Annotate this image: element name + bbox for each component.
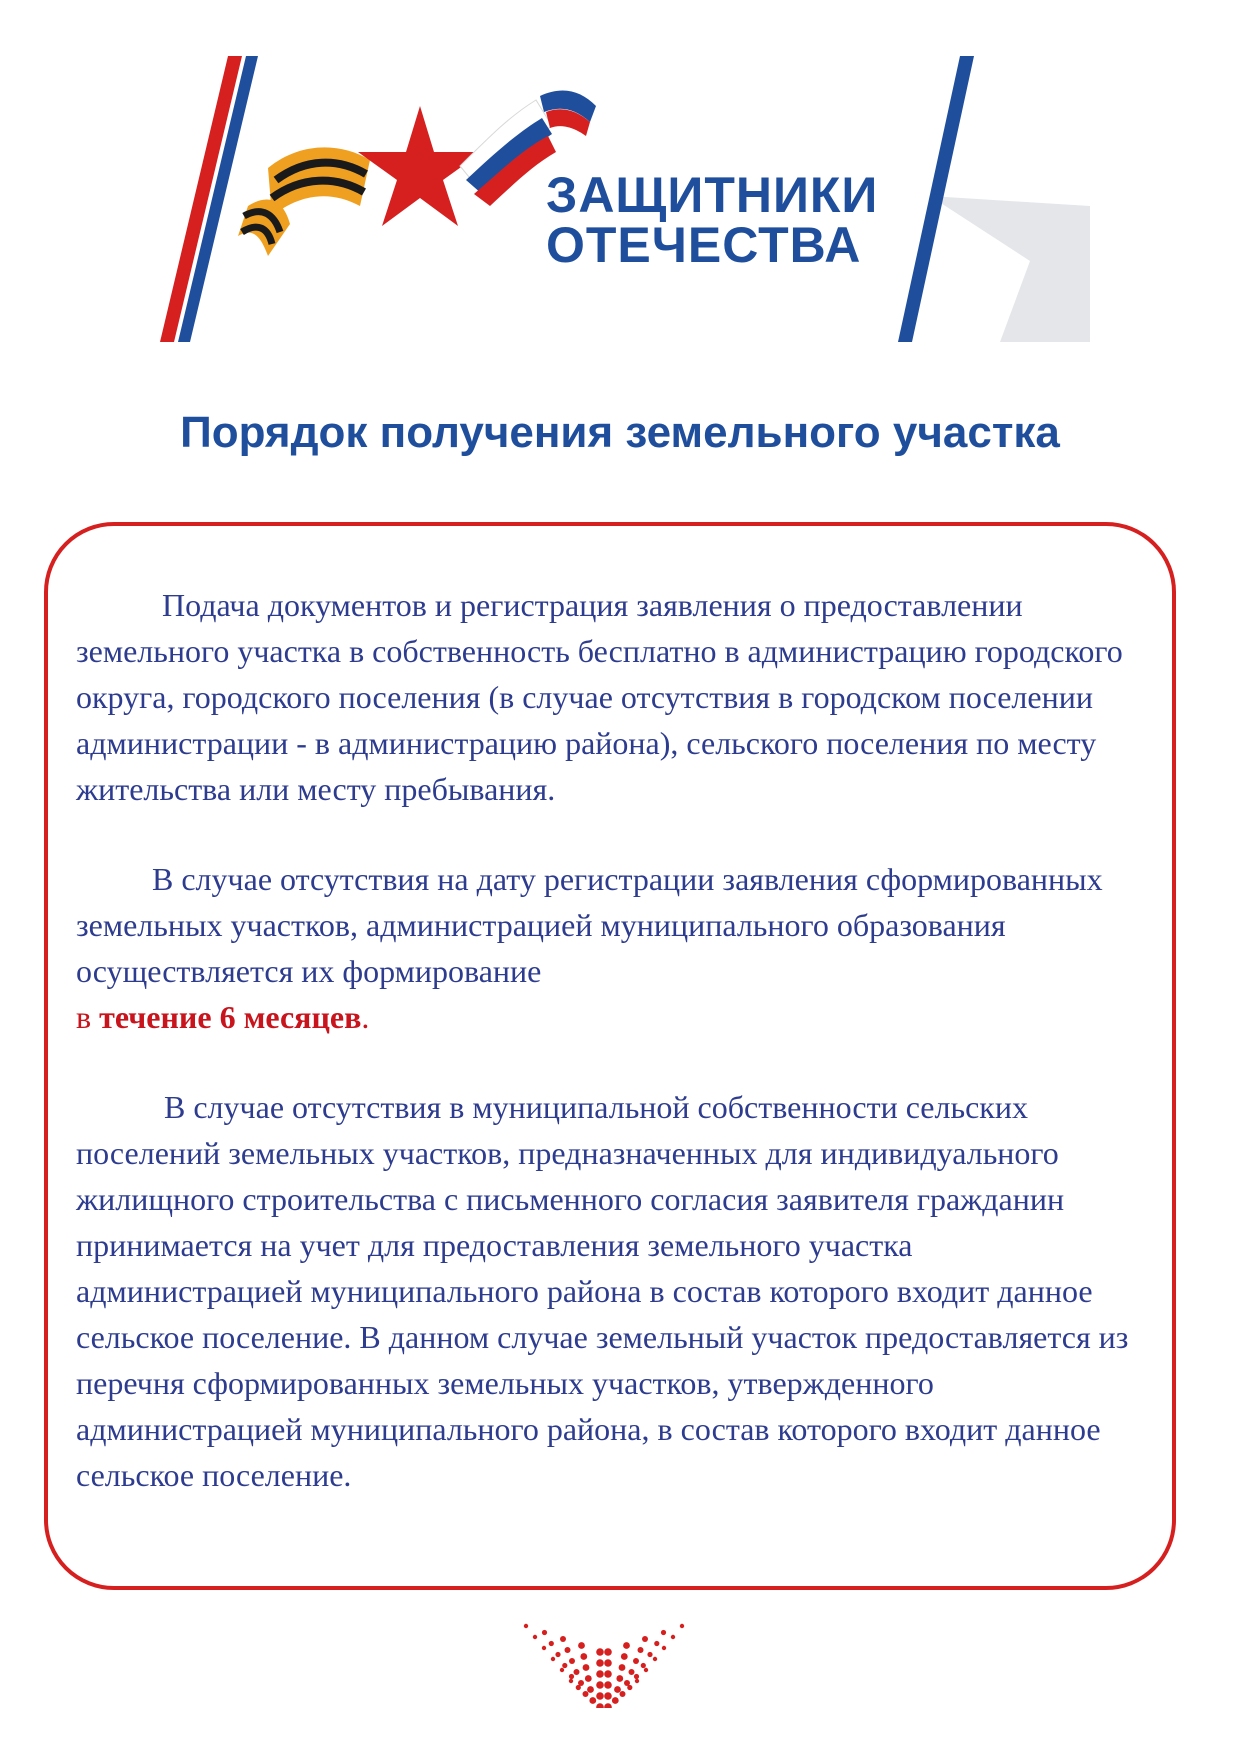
grey-star-icon (930, 196, 1090, 342)
chevron-dot (634, 1674, 639, 1679)
chevron-dot (542, 1646, 546, 1650)
paragraph-1-text: Подача документов и регистрация заявления о предоставлении земельного участка в собственность бесплатно в администрацию городского округа, городского поселения (в случае отсутствия в городском поселении администрации - в администрацию района), сельского поселения по месту жительства или месту пребывания. (76, 587, 1123, 807)
chevron-dot (585, 1675, 592, 1682)
chevron-dot (555, 1652, 560, 1657)
chevron-dot (560, 1636, 566, 1642)
chevron-dot (620, 1691, 626, 1697)
logo-line-2: ОТЕЧЕСТВА (546, 217, 862, 273)
chevron-dot (621, 1653, 628, 1660)
chevron-dot (596, 1703, 604, 1708)
chevron-dot (633, 1658, 639, 1664)
chevron-dot (623, 1642, 630, 1649)
logo-title (546, 167, 879, 273)
chevron-dot (589, 1697, 596, 1704)
chevron-dot (596, 1648, 604, 1656)
paragraph-2-prefix: в (76, 999, 92, 1035)
chevron-dot (574, 1669, 580, 1675)
chevron-dot (560, 1668, 564, 1672)
chevron-dot (604, 1648, 612, 1656)
paragraph-formation (76, 856, 1132, 1040)
chevron-dot (596, 1681, 604, 1689)
chevron-dot (627, 1685, 632, 1690)
content-frame (44, 522, 1176, 1590)
chevron-dot (604, 1692, 612, 1700)
chevron-dot (576, 1685, 581, 1690)
chevron-dot (580, 1653, 587, 1660)
paragraph-submission (76, 582, 1132, 812)
chevron-dot (524, 1624, 528, 1628)
chevron-dot (569, 1679, 573, 1683)
chevron-dot (642, 1636, 648, 1642)
dotted-chevron-icon (520, 1618, 688, 1708)
red-stripe-left (160, 56, 242, 342)
chevron-dot (596, 1692, 604, 1700)
chevron-dot (569, 1674, 574, 1679)
st-george-ribbon-icon (238, 147, 370, 256)
chevron-dot (647, 1652, 652, 1657)
chevron-dot (654, 1641, 659, 1646)
chevron-dot (619, 1664, 626, 1671)
chevron-dot (641, 1663, 646, 1668)
chevron-dot (680, 1624, 684, 1628)
paragraph-registration (76, 1084, 1132, 1498)
chevron-dot (562, 1663, 567, 1668)
deadline-highlight: течение 6 месяцев (99, 999, 362, 1035)
chevron-dot (542, 1630, 547, 1635)
chevron-dot (614, 1686, 621, 1693)
chevron-dot (653, 1657, 657, 1661)
chevron-dot (662, 1646, 666, 1650)
paragraph-2-text: В случае отсутствия на дату регистрации заявления сформированных земельных участков, администрацией муниципального образования осуществляется их формирование (76, 861, 1103, 989)
chevron-dot (596, 1659, 604, 1667)
chevron-dot (661, 1630, 666, 1635)
chevron-dot (583, 1664, 590, 1671)
paragraph-2-suffix: . (361, 999, 370, 1035)
chevron-dot (583, 1691, 589, 1697)
chevron-dot (616, 1675, 623, 1682)
paragraph-3-text: В случае отсутствия в муниципальной собственности сельских поселений земельных участков, предназначенных для индивидуального жилищного строительства с письменного согласия заявителя гражданин принимается на учет для предоставления земельного участка администрацией муниципального района в состав которого входит данное сельское поселение. В данном случае земельный участок предоставляется из перечня сформированных земельных участков, утвержденного администрацией муниципального района, в состав которого входит данное сельское поселение. (76, 1089, 1129, 1493)
chevron-dot (596, 1670, 604, 1678)
chevron-dot (604, 1703, 612, 1708)
chevron-dot (587, 1686, 594, 1693)
chevron-dot (604, 1681, 612, 1689)
chevron-dot (644, 1668, 648, 1672)
chevron-dot (578, 1642, 585, 1649)
logo-line-1: ЗАЩИТНИКИ (546, 167, 879, 223)
chevron-dot (565, 1647, 571, 1653)
chevron-dot (569, 1658, 575, 1664)
chevron-dot (549, 1641, 554, 1646)
chevron-dot (551, 1657, 555, 1661)
chevron-dot (604, 1659, 612, 1667)
page-title: Порядок получения земельного участка (180, 408, 1060, 457)
chevron-dot (671, 1635, 675, 1639)
chevron-dot (635, 1679, 639, 1683)
chevron-dot (629, 1669, 635, 1675)
chevron-dot (604, 1670, 612, 1678)
chevron-dot (638, 1647, 644, 1653)
chevron-dot (533, 1635, 537, 1639)
chevron-dot (612, 1697, 619, 1704)
